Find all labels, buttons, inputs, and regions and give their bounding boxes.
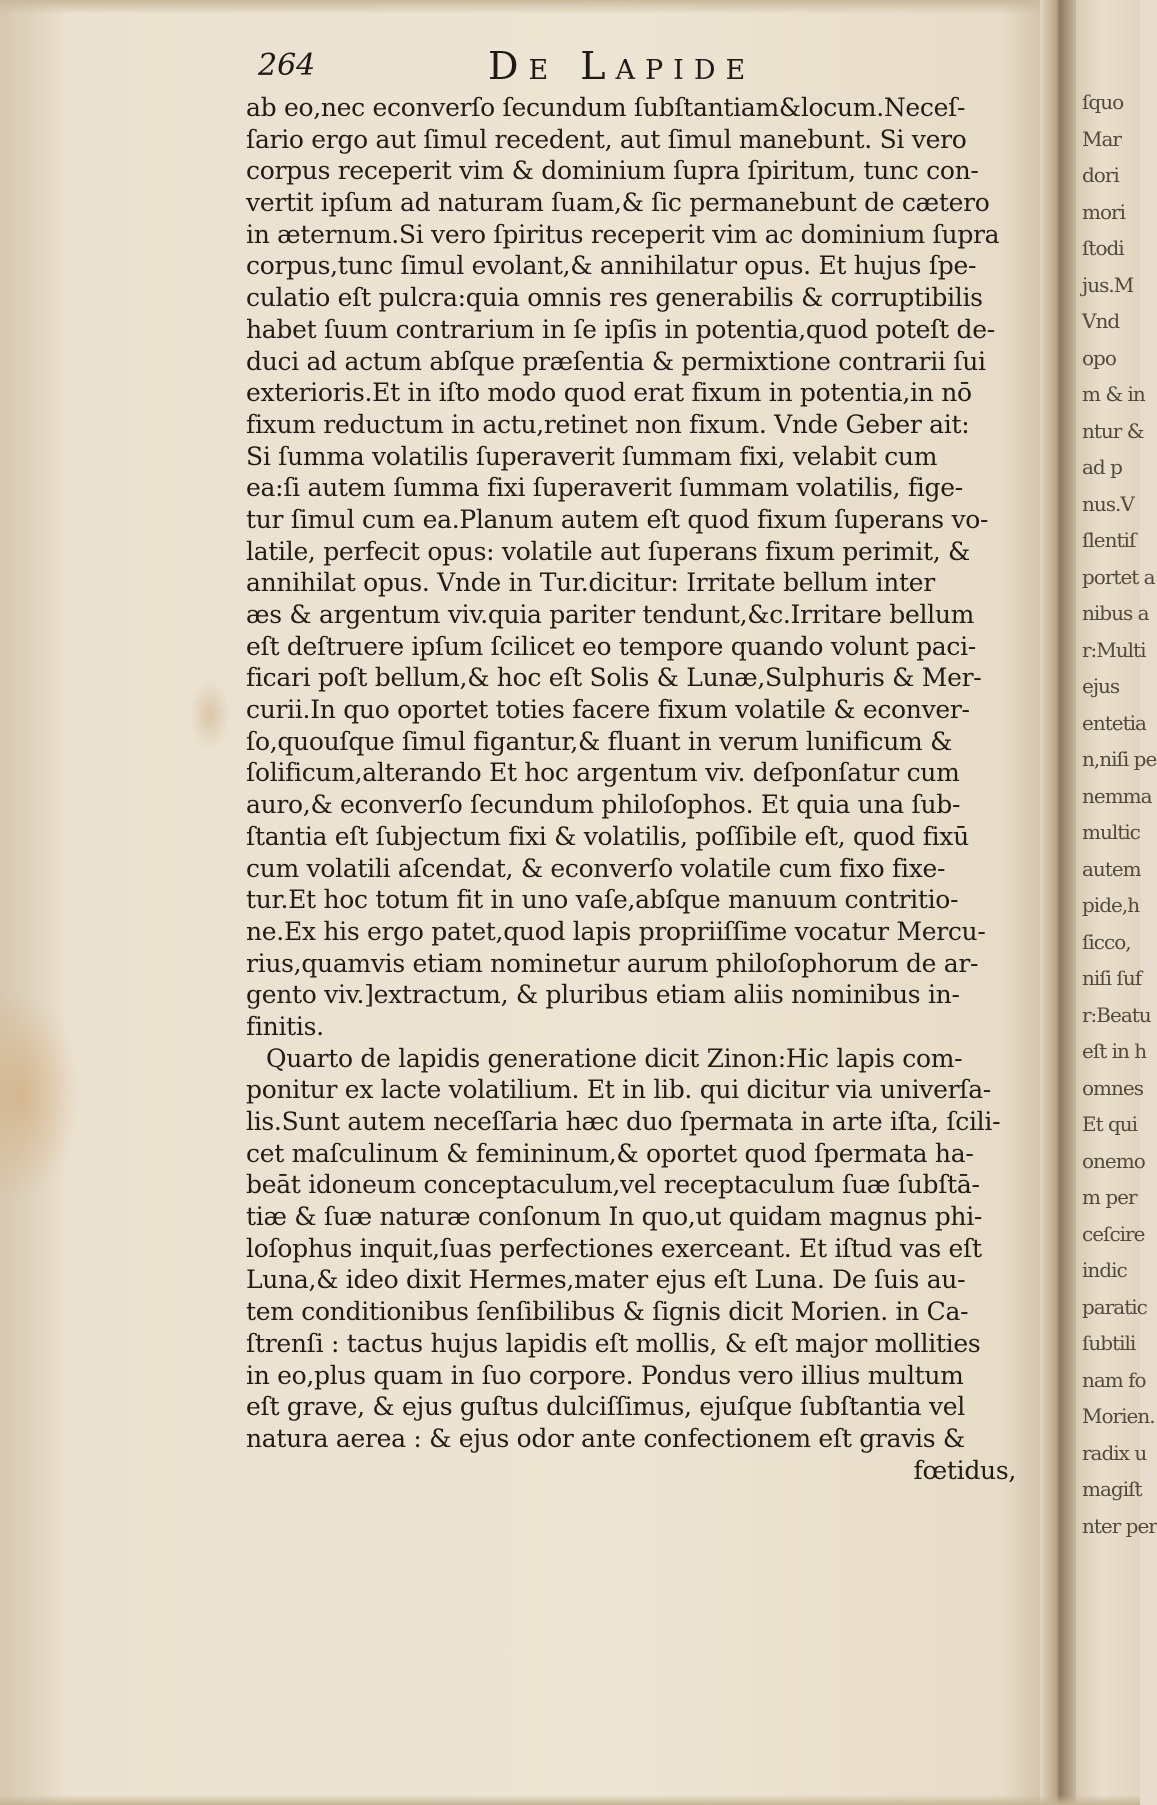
text-line: culatio eſt pulcra:quia omnis res generabilis & corruptibilis (246, 283, 983, 313)
text-line: tur.Et hoc totum fit in uno vaſe,abſque manuum contritio- (246, 885, 959, 915)
book-gutter (1040, 0, 1076, 1805)
text-line: Quarto de lapidis generatione dicit Zinon:Hic lapis com- (266, 1043, 963, 1073)
text-line: fixum reductum in actu,retinet non fixum. Vnde Geber ait: (246, 409, 970, 439)
facing-page-fragment: Vnd (1082, 309, 1120, 333)
facing-page-fragment: ad p (1082, 455, 1122, 479)
facing-page-fragment: ſtodi (1082, 236, 1124, 260)
facing-page-fragment: ejus (1082, 674, 1120, 698)
text-line: auro,& econverſo ſecundum philoſophos. Et quia una ſub- (246, 790, 961, 820)
text-line: tem conditionibus ſenſibilibus & ſignis dicit Morien. in Ca- (246, 1297, 969, 1327)
facing-page-fragment: ſquo (1082, 90, 1124, 114)
facing-page-fragment: omnes (1082, 1075, 1143, 1100)
text-line: lis.Sunt autem neceſſaria hæc duo ſpermata in arte iſta, ſcili- (246, 1107, 1001, 1136)
text-line: in eo,plus quam in ſuo corpore. Pondus vero illius multum (246, 1360, 964, 1390)
text-line: gento viv.]extractum, & pluribus etiam aliis nominibus in- (246, 980, 960, 1010)
facing-page-fragment: nam fo (1082, 1367, 1146, 1392)
facing-page-fragment: portet a (1082, 564, 1155, 589)
facing-page-fragment: Mar (1082, 126, 1121, 151)
facing-page-fragment: nibus a (1082, 601, 1149, 625)
facing-page-fragment: r:Multi (1082, 637, 1146, 662)
facing-page-fragment: niſi ſuf (1082, 966, 1142, 990)
text-line: fœtidus, (913, 1455, 1016, 1485)
facing-page-fragment: m per (1082, 1185, 1137, 1209)
text-line: latile, perfecit opus: volatile aut ſuperans fixum perimit, & (246, 536, 970, 566)
page-number: 264 (258, 48, 316, 83)
facing-page-fragment: Morien. (1082, 1404, 1155, 1428)
running-title: De Lapide (488, 44, 756, 88)
text-line: curii.In quo oportet toties facere fixum volatile & econver- (246, 695, 970, 725)
text-line: ea:ſi autem ſumma fixi ſuperaverit ſummam volatilis, fige- (246, 473, 963, 503)
facing-page-fragment: opo (1082, 345, 1116, 370)
facing-page-fragment: ſubtili (1082, 1331, 1136, 1355)
facing-page-fragment: r:Beatu (1082, 1002, 1151, 1027)
facing-page-fragment: dori (1082, 163, 1119, 187)
facing-page-fragment: ceſcire (1082, 1221, 1145, 1246)
page-bottom-shadow (0, 1795, 1140, 1805)
facing-page-fragment: n,niſi pe (1082, 747, 1157, 771)
text-line: finitis. (246, 1011, 324, 1041)
text-line: tiæ & ſuæ naturæ conſonum In quo,ut quidam magnus phi- (246, 1202, 983, 1232)
facing-page-fragment: ſlentiſ (1082, 528, 1136, 552)
text-line: ponitur ex lacte volatilium. Et in lib. qui dicitur via univerſa- (246, 1075, 991, 1105)
facing-page-fragment: multic (1082, 820, 1140, 844)
facing-page-fragment: eſt in h (1082, 1039, 1147, 1063)
text-line: in æternum.Si vero ſpiritus receperit vim ac dominium ſupra (246, 219, 1000, 249)
text-line: annihilat opus. Vnde in Tur.dicitur: Irritate bellum inter (246, 568, 935, 598)
text-line: vertit ipſum ad naturam ſuam,& ſic permanebunt de cætero (246, 188, 990, 218)
facing-page-fragment: Et qui (1082, 1112, 1138, 1136)
facing-page-fragment: ſicco, (1082, 929, 1131, 954)
facing-page-fragment: mori (1082, 199, 1125, 224)
page-top-shadow (0, 0, 1140, 14)
facing-page-fragment: indic (1082, 1258, 1127, 1282)
facing-page-fragment: m & in (1082, 382, 1145, 406)
text-line: corpus receperit vim & dominium ſupra ſpiritum, tunc con- (246, 156, 979, 186)
facing-page-fragment: nter per (1082, 1513, 1157, 1538)
text-line: ſtantia eſt ſubjectum fixi & volatilis, poſſibile eſt, quod fixū (246, 821, 969, 851)
text-line: Si ſumma volatilis ſuperaverit ſummam fixi, velabit cum (246, 441, 938, 471)
text-line: tur ſimul cum ea.Planum autem eſt quod fixum ſuperans vo- (246, 504, 989, 534)
text-line: rius,quamvis etiam nominetur aurum philoſophorum de ar- (246, 948, 979, 978)
text-line: beāt idoneum conceptaculum,vel receptaculum ſuæ ſubſtā- (246, 1170, 980, 1200)
text-line: ficari poſt bellum,& hoc eſt Solis & Lunæ,Sulphuris & Mer- (246, 663, 982, 693)
body-text (246, 92, 1046, 1486)
facing-page-fragment: ntur & (1082, 418, 1144, 443)
facing-page-fragment: entetia (1082, 710, 1146, 735)
paper-stain (0, 990, 80, 1200)
text-line: loſophus inquit,ſuas perfectiones exerceant. Et iſtud vas eſt (246, 1233, 982, 1263)
paper-stain-small (190, 680, 230, 750)
text-line: corpus,tunc ſimul evolant,& annihilatur opus. Et hujus ſpe- (246, 251, 977, 281)
facing-page-fragment: autem (1082, 856, 1141, 881)
running-head (258, 44, 1018, 94)
text-line: cum volatili aſcendat, & econverſo volatile cum fixo fixe- (246, 853, 946, 883)
text-line: ſtrenſi : tactus hujus lapidis eſt mollis, & eſt major mollities (246, 1328, 981, 1358)
text-line: Luna,& ideo dixit Hermes,mater ejus eſt Luna. De ſuis au- (246, 1265, 966, 1295)
facing-page-fragment: paratic (1082, 1294, 1147, 1319)
text-line: ſolificum,alterando Et hoc argentum viv. deſponſatur cum (246, 758, 960, 788)
text-line: eſt grave, & ejus guſtus dulciſſimus, ejuſque ſubſtantia vel (246, 1392, 965, 1422)
text-line: duci ad actum abſque præſentia & permixtione contrarii ſui (246, 346, 986, 376)
text-line: cet maſculinum & femininum,& oportet quod ſpermata ha- (246, 1138, 974, 1168)
text-line: æs & argentum viv.quia pariter tendunt,&c.Irritare bellum (246, 600, 975, 629)
text-line: ſo,quouſque ſimul figantur,& fluant in verum lunificum & (246, 726, 953, 756)
text-line: habet ſuum contrarium in ſe ipſis in potentia,quod poteſt de- (246, 314, 995, 344)
text-line: ab eo,nec econverſo ſecundum ſubſtantiam&locum.Neceſ- (246, 93, 966, 122)
text-line: natura aerea : & ejus odor ante confectionem eſt gravis & (246, 1423, 965, 1453)
facing-page-fragment: radix u (1082, 1440, 1147, 1465)
facing-page-fragment: onemo (1082, 1148, 1145, 1173)
text-line: eſt deſtruere ipſum ſcilicet eo tempore quando volunt paci- (246, 631, 976, 661)
facing-page-fragment: magiſt (1082, 1477, 1142, 1501)
facing-page-edge (1076, 0, 1157, 1805)
facing-page-fragment: nemma (1082, 783, 1152, 808)
text-line: exterioris.Et in iſto modo quod erat fixum in potentia,in nō (246, 378, 972, 408)
text-line: ne.Ex his ergo patet,quod lapis propriiſſime vocatur Mercu- (246, 916, 986, 946)
text-line: ſario ergo aut ſimul recedent, aut ſimul manebunt. Si vero (246, 124, 967, 154)
facing-page-fragment: pide,h (1082, 893, 1140, 917)
facing-page-fragment: nus.V (1082, 491, 1134, 516)
facing-page-fragment: jus.M (1082, 272, 1134, 297)
